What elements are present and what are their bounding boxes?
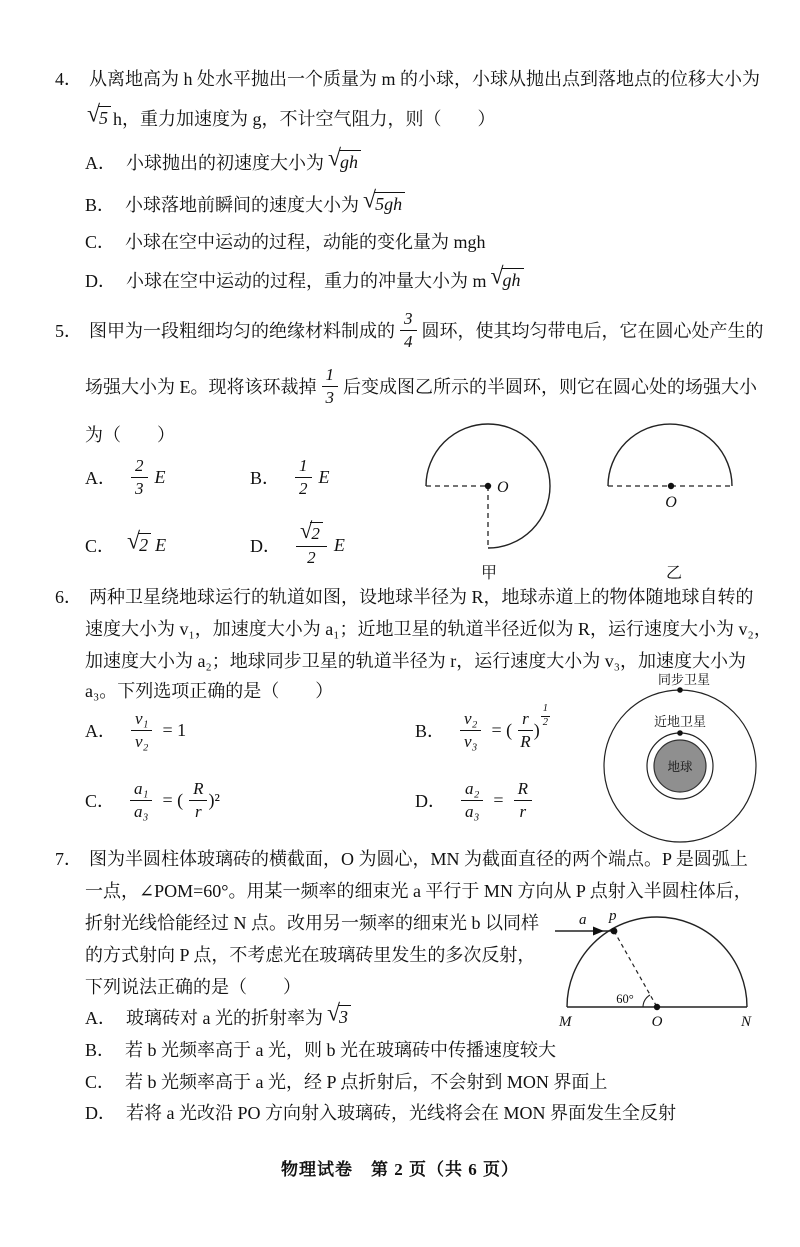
q7-stem2-text: 一点，∠POM=60°。用某一频率的细束光 a 平行于 MN 方向从 P 点射入半圆柱体后，: [85, 881, 752, 901]
option-label: C．: [85, 1072, 116, 1092]
center-dot: [485, 483, 491, 489]
q4-stem1-text: 从离地高为 h 处水平抛出一个质量为 m 的小球，小球从抛出点到落地点的位移大小为: [89, 69, 760, 89]
option-label: B．: [250, 468, 281, 488]
earth-label: 地球: [667, 760, 693, 774]
equals-open-paren: = (: [491, 719, 513, 740]
q5-number: 5．: [55, 321, 82, 341]
q7-stem5-text: 下列说法正确的是（ ）: [85, 977, 301, 997]
option-symbol: E: [155, 534, 167, 555]
option-symbol: E: [333, 534, 345, 555]
q7-stem-line3: [85, 910, 539, 936]
option-label: D．: [250, 536, 281, 556]
page-footer: 物理试卷 第 2 页（共 6 页）: [281, 1160, 519, 1179]
fraction: $\frac{\text{v₁}}{\text{v₂}}$: [131, 709, 152, 751]
q6-figure-orbits: [600, 672, 790, 860]
option-label: C．: [85, 791, 116, 811]
fraction: $\frac{3}{4}$: [400, 309, 417, 351]
q7-option-b: [85, 1037, 556, 1063]
option-text: 小球抛出的初速度大小为: [126, 153, 324, 173]
q5-stem-line3: [85, 422, 175, 448]
q6-stem-line3: [85, 648, 746, 674]
q7-stem-line1: [55, 846, 748, 872]
center-label: O: [497, 479, 509, 496]
option-label: D．: [415, 791, 446, 811]
q7-stem4-text: 的方式射向 P 点，不考虑光在玻璃砖里发生的多次反射，: [85, 945, 536, 965]
option-label: C．: [85, 232, 116, 252]
option-text: 若 b 光频率高于 a 光，则 b 光在玻璃砖中传播速度较大: [125, 1040, 557, 1060]
option-text: 若 b 光频率高于 a 光，经 P 点折射后，不会射到 MON 界面上: [125, 1072, 608, 1092]
point-p-label: p: [609, 908, 617, 924]
q5-option-d: [250, 518, 345, 572]
q6-stem1-text: 两种卫星绕地球运行的轨道如图，设地球半径为 R，地球赤道上的物体随地球自转的: [89, 587, 754, 607]
q5-stem-line1: [55, 306, 764, 354]
ray-arrowhead: [593, 927, 604, 936]
sqrt-expression: √ 5gh: [363, 192, 405, 216]
fraction: $\frac{\text{a₁}}{\text{a₃}}$: [130, 779, 152, 821]
q5-stem3-text: 为（ ）: [85, 425, 175, 445]
fraction: $\frac{R}{r}$: [189, 779, 207, 821]
exponent-fraction: 1 2: [542, 703, 549, 728]
option-text: 小球落地前瞬间的速度大小为: [125, 195, 360, 215]
point-p-dot: [611, 928, 618, 935]
q4-stem2-text: h，重力加速度为 g，不计空气阻力，则（ ）: [113, 109, 496, 129]
fraction: $\frac{R}{r}$: [514, 779, 532, 821]
q5-stem2-post: 后变成图乙所示的半圆环，则它在圆心处的场强大小: [343, 377, 757, 397]
q7-number: 7．: [55, 849, 82, 869]
equals-sign: =: [493, 789, 504, 810]
q4-stem-line2: [85, 100, 496, 136]
option-text: 小球在空中运动的过程，动能的变化量为 mgh: [125, 232, 486, 252]
equation-rhs: = 1: [162, 719, 187, 740]
fraction: √ $\frac{2}{2}$: [296, 522, 327, 567]
option-label: A．: [85, 721, 116, 741]
sqrt-expression: √ gh: [491, 268, 524, 292]
fraction: $\frac{1}{2}$: [295, 456, 312, 498]
q7-option-d: [85, 1100, 676, 1126]
q5-stem-line2: [85, 362, 757, 410]
q7-stem-line2: [85, 878, 752, 904]
q6-number: 6．: [55, 587, 82, 607]
sqrt-expression: √ 3: [327, 1005, 351, 1029]
q7-stem3-text: 折射光线恰能经过 N 点。改用另一频率的细束光 b 以同样: [85, 913, 539, 933]
q6-stem4-text: a₃。下列选项正确的是（ ）: [85, 681, 334, 701]
option-label: A．: [85, 153, 116, 173]
q4-option-b: [85, 184, 407, 224]
close-paren: ): [533, 719, 540, 740]
option-label: B．: [415, 721, 446, 741]
q7-figure-glass-brick: [545, 902, 800, 1034]
sqrt-expression: √ gh: [328, 150, 361, 174]
q7-option-c: [85, 1069, 607, 1095]
point-o-label: O: [651, 1014, 663, 1030]
option-label: A．: [85, 468, 116, 488]
option-label: D．: [85, 271, 116, 291]
fraction: $\frac{2}{3}$: [131, 456, 148, 498]
q5-stem1-post: 圆环，使其均匀带电后，它在圆心处产生的: [421, 321, 764, 341]
option-text: 若将 a 光改沿 PO 方向射入玻璃砖，光线将会在 MON 界面发生全反射: [126, 1103, 676, 1123]
q7-option-a: [85, 1000, 353, 1034]
option-label: B．: [85, 1040, 116, 1060]
q4-option-d: [85, 258, 526, 302]
point-m-label: M: [559, 1014, 572, 1030]
fraction: $\frac{r}{R}$: [518, 709, 533, 751]
q6-stem-line2: [85, 616, 772, 642]
q7-stem-line5: [85, 974, 301, 1000]
semicircle-arc: [608, 424, 732, 486]
q6-stem-line4: [85, 678, 333, 704]
figure-caption: 乙: [666, 565, 683, 582]
q5-option-c: [85, 518, 166, 572]
equals-open-paren: = (: [162, 789, 184, 810]
center-dot: [668, 483, 674, 489]
q4-number: 4．: [55, 69, 82, 89]
fraction: $\frac{\text{v₂}}{\text{v₃}}$: [460, 709, 481, 751]
center-label: O: [665, 494, 677, 511]
fraction: $\frac{\text{a₂}}{\text{a₃}}$: [461, 779, 483, 821]
angle-value-label: 60°: [616, 992, 634, 1006]
sqrt-expression: √ 5: [87, 106, 111, 130]
sqrt-expression: √ 2: [127, 533, 151, 557]
q5-option-a: [85, 450, 166, 504]
q4-option-a: [85, 142, 363, 182]
close-paren-squared: )²: [208, 789, 220, 810]
option-symbol: E: [318, 466, 330, 487]
q7-stem1-text: 图为半圆柱体玻璃砖的横截面，O 为圆心，MN 为截面直径的两个端点。P 是圆弧上: [89, 849, 748, 869]
q6-stem2-text: 速度大小为 v₁，加速度大小为 a₁；近地卫星的轨道半径近似为 R，运行速度大小为 v₂，: [85, 619, 772, 639]
q6-option-c: [85, 772, 220, 828]
q6-stem3-text: 加速度大小为 a₂；地球同步卫星的轨道半径为 r，运行速度大小为 v₃，加速度大小为: [85, 651, 747, 671]
q6-option-a: [85, 702, 191, 758]
q4-option-c: [85, 229, 486, 255]
figure-caption: 甲: [481, 565, 498, 582]
option-label: C．: [85, 536, 116, 556]
leo-satellite-label: 近地卫星: [653, 714, 707, 729]
q5-stem2-pre: 场强大小为 E。现将该环裁掉: [85, 377, 317, 397]
sync-satellite-dot: [677, 687, 683, 693]
option-label: B．: [85, 195, 116, 215]
q7-stem-line4: [85, 942, 535, 968]
option-label: A．: [85, 1008, 116, 1028]
option-text: 玻璃砖对 a 光的折射率为: [126, 1008, 323, 1028]
angle-arc: [643, 995, 650, 1007]
fraction: $\frac{1}{3}$: [322, 365, 339, 407]
sync-satellite-label: 同步卫星: [657, 672, 711, 687]
q5-figure-jia: [423, 406, 573, 584]
option-label: D．: [85, 1103, 116, 1123]
leo-satellite-dot: [677, 730, 683, 736]
q5-figure-yi: [600, 406, 745, 584]
ray-a-label: a: [579, 912, 587, 928]
point-n-label: N: [741, 1014, 752, 1030]
option-text: 小球在空中运动的过程，重力的冲量大小为 m: [126, 271, 487, 291]
sqrt-numerator: √ 2: [296, 522, 327, 547]
point-o-dot: [654, 1004, 660, 1010]
q6-stem-line1: [55, 584, 754, 610]
q6-option-b: [415, 702, 550, 758]
q5-stem1-pre: 图甲为一段粗细均匀的绝缘材料制成的: [89, 321, 395, 341]
q5-option-b: [250, 450, 330, 504]
q4-stem-line1: [55, 66, 760, 92]
q6-option-d: [415, 772, 537, 828]
option-symbol: E: [154, 466, 166, 487]
